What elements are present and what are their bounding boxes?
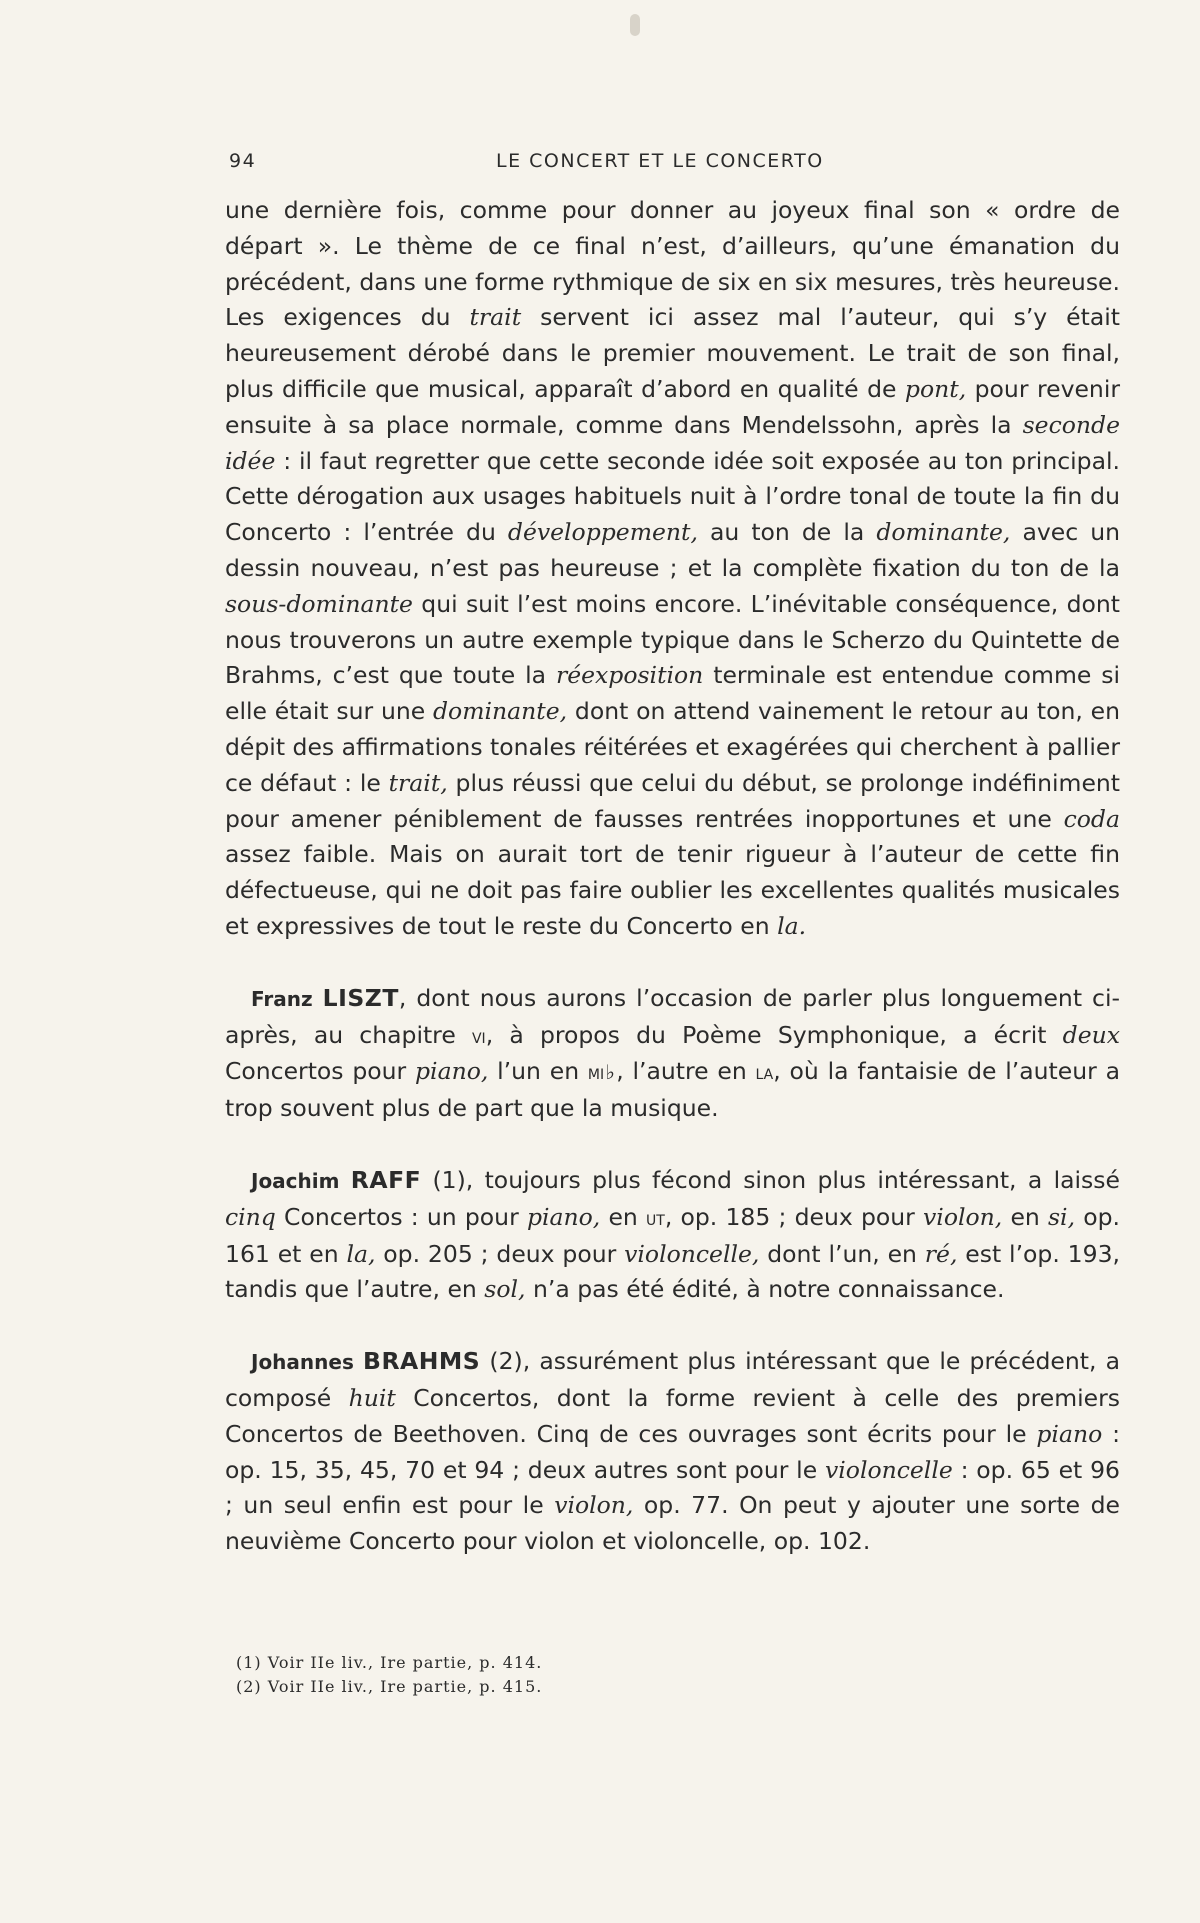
- text-run: l’un en: [488, 1057, 588, 1086]
- text-run: , à propos du Poème Symphonique, a écrit: [485, 1020, 1063, 1049]
- text-run: pour revenir ensuite à sa place normale, comme dans Mendelssohn, après la: [225, 374, 1121, 439]
- italic-term: développement,: [507, 518, 698, 547]
- small-caps-term: la: [755, 1060, 774, 1085]
- footnotes: [236, 1651, 1116, 1699]
- italic-term: la.: [777, 911, 807, 940]
- text-run: est l’op. 193, tandis que l’autre, en: [225, 1239, 1120, 1304]
- body-text: [225, 193, 1120, 1560]
- text-run: dont on attend vainement le retour au ton, en dépit des affirmations tonales réitérées et exagérées qui cherchent à pallier ce défaut : le: [225, 697, 1120, 797]
- paragraph-continuation: [225, 193, 1120, 945]
- italic-term: la,: [346, 1239, 376, 1268]
- italic-term: cinq: [225, 1202, 276, 1231]
- italic-term: violoncelle,: [624, 1239, 760, 1268]
- paragraph-brahms: [225, 1344, 1120, 1560]
- text-run: avec un dessin nouveau, n’est pas heureuse ; et la complète fixation du ton de la: [225, 518, 1120, 582]
- text-run: , dont nous aurons l’occasion de parler plus longuement ci-après, au chapitre: [225, 983, 1120, 1049]
- text-run: Concertos : un pour: [275, 1202, 527, 1231]
- italic-term: si,: [1048, 1202, 1076, 1231]
- text-run: , op. 185 ; deux pour: [664, 1202, 924, 1231]
- text-run: (1), toujours plus fécond sinon plus intéressant, a laissé: [421, 1165, 1120, 1194]
- text-run: terminale est entendue comme si elle était sur une: [225, 661, 1120, 726]
- text-run: servent ici assez mal l’auteur, qui s’y était heureusement dérobé dans le premier mouvement. Le trait de son final, plus difficile que musical, apparaît d’abord en qualité de: [225, 303, 1120, 403]
- text-run: Concertos, dont la forme revient à celle des premiers Concertos de Beethoven. Cinq de ces ouvrages sont écrits pour le: [225, 1383, 1120, 1448]
- italic-term: piano,: [415, 1057, 489, 1086]
- text-run: : op. 65 et 96 ; un seul enfin est pour le: [225, 1455, 1120, 1520]
- italic-term: dominante,: [433, 697, 568, 726]
- text-run: op. 161 et en: [225, 1202, 1121, 1268]
- italic-term: huit: [348, 1383, 396, 1412]
- small-caps-term: mi♭: [587, 1060, 617, 1085]
- italic-term: sol,: [484, 1275, 526, 1304]
- italic-term: piano: [1036, 1419, 1103, 1448]
- text-run: op. 205 ; deux pour: [375, 1239, 625, 1268]
- text-run: : op. 15, 35, 45, 70 et 94 ; deux autres sont pour le: [225, 1419, 1120, 1484]
- italic-term: pont,: [904, 374, 967, 403]
- small-caps-term: ut: [646, 1205, 665, 1230]
- composer-first-name: Johannes: [251, 1350, 354, 1375]
- paragraph-raff: [225, 1163, 1120, 1308]
- paper-speck: [630, 14, 640, 36]
- italic-term: réexposition: [556, 661, 704, 690]
- running-head: LE CONCERT ET LE CONCERTO: [496, 150, 824, 172]
- italic-term: violoncelle: [825, 1455, 953, 1484]
- page-number: 94: [229, 150, 257, 172]
- composer-first-name: Joachim: [251, 1168, 340, 1193]
- text-run: n’a pas été édité, à notre connaissance.: [525, 1275, 1005, 1304]
- italic-term: trait,: [388, 768, 448, 797]
- text-run: dont l’un, en: [759, 1239, 925, 1268]
- italic-term: seconde idée: [225, 410, 1120, 475]
- text-run: au ton de la: [697, 518, 877, 547]
- italic-term: dominante,: [876, 518, 1011, 547]
- text-run: Concertos pour: [225, 1057, 416, 1086]
- text-run: en: [1002, 1202, 1048, 1231]
- italic-term: violon,: [554, 1491, 634, 1520]
- italic-term: coda: [1063, 804, 1120, 833]
- text-run: une dernière fois, comme pour donner au joyeux final son « ordre de départ ». Le thème de ce final n’est, d’ailleurs, qu’une émanation du précédent, dans une forme rythmique de six en six mesures, très heureuse. Les exigences du: [225, 196, 1120, 332]
- text-run: plus réussi que celui du début, se prolonge indéfiniment pour amener péniblement de fausses rentrées inopportunes et une: [225, 768, 1121, 833]
- text-run: op. 77. On peut y ajouter une sorte de neuvième Concerto pour violon et violoncelle, op. 102.: [225, 1491, 1120, 1556]
- text-run: assez faible. Mais on aurait tort de tenir rigueur à l’auteur de cette fin défectueuse, qui ne doit pas faire oublier les excellentes qualités musicales et expressives de tout le reste du Concerto en: [225, 840, 1120, 940]
- text-run: (2), assurément plus intéressant que le précédent, a composé: [225, 1347, 1120, 1412]
- italic-term: sous-dominante: [225, 589, 413, 618]
- composer-first-name: Franz: [251, 986, 313, 1011]
- italic-term: deux: [1062, 1020, 1120, 1049]
- italic-term: violon,: [923, 1202, 1003, 1231]
- page-header: [229, 150, 1119, 180]
- composer-name: LISZT: [322, 983, 399, 1012]
- composer-name: BRAHMS: [363, 1347, 481, 1376]
- italic-term: piano,: [526, 1202, 601, 1231]
- text-run: en: [600, 1202, 647, 1231]
- text-run: qui suit l’est moins encore. L’inévitable conséquence, dont nous trouverons un autre exemple typique dans le Scherzo du Quintette de Brahms, c’est que toute la: [225, 589, 1120, 690]
- italic-term: ré,: [924, 1239, 958, 1268]
- footnote-1: (1) Voir IIe liv., Ire partie, p. 414.: [236, 1653, 543, 1672]
- text-run: , l’autre en: [616, 1057, 756, 1086]
- small-caps-term: vi: [471, 1023, 486, 1048]
- text-run: , où la fantaisie de l’auteur a trop souvent plus de part que la musique.: [225, 1057, 1120, 1123]
- footnote-2: (2) Voir IIe liv., Ire partie, p. 415.: [236, 1677, 543, 1696]
- italic-term: trait: [469, 303, 522, 332]
- composer-name: RAFF: [350, 1165, 422, 1194]
- paragraph-liszt: [225, 981, 1120, 1127]
- text-run: : il faut regretter que cette seconde idée soit exposée au ton principal. Cette dérogation aux usages habituels nuit à l’ordre tonal de toute la fin du Concerto : l’entrée du: [225, 446, 1120, 547]
